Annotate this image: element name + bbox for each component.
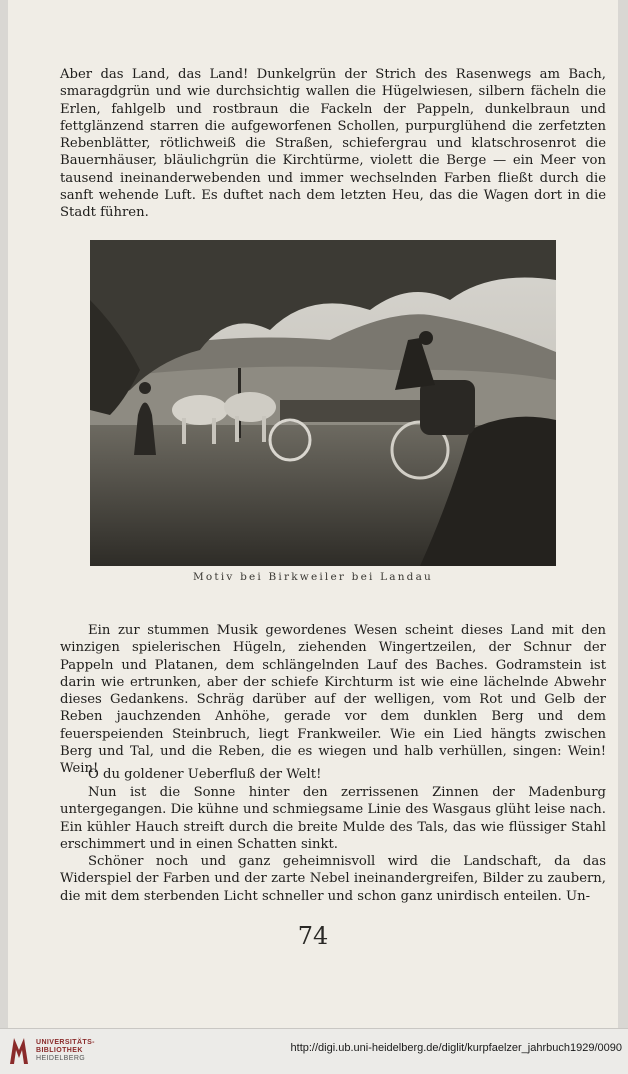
university-library-logo-icon bbox=[8, 1036, 30, 1066]
library-name-line-2: BIBLIOTHEK bbox=[36, 1047, 83, 1054]
paragraph-2: Ein zur stummen Musik gewordenes Wesen scheint dieses Land mit den winzigen spielerischen Hügeln, ziehenden Wingertzeilen, der Schnur der Pappeln und Platanen, dem schlängelnden Lauf des Baches. Godramstein ist darin wie ertrunken, aber der schiefe Kirchturm ist wie eine lächelnde Abwehr dieses Gedankens. Schräg darüber auf der welligen, vom Rot und Gelb der Reben jauchzenden Anhöhe, gerade vor dem dunklen Berg und dem feuerspeienden Steinbruch, liegt Frankweiler. Wie ein Lied hängts zwischen Berg und Tal, und die Reben, die es wiegen und halb verhüllen, singen: Wein! Wein! bbox=[60, 623, 606, 777]
library-name-line-3: HEIDELBERG bbox=[36, 1055, 86, 1062]
paragraph-4: Nun ist die Sonne hinter den zerrissenen Zinnen der Madenburg untergegangen. Die kühne und schmiegsame Linie des Wasgaus glüht leise nach. Ein kühler Hauch streift durch die breite Mulde des Tals, das wie flüssiger Stahl erschimmert und in einen Schatten sinkt. bbox=[60, 785, 606, 852]
library-name-line-1: UNIVERSITÄTS- bbox=[36, 1039, 95, 1046]
book-page bbox=[8, 0, 618, 1028]
paragraph-1: Aber das Land, das Land! Dunkelgrün der Strich des Rasenwegs am Bach, smaragdgrün und wie durchsichtig wallen die Hügelwiesen, silbern fächeln die Erlen, fahlgelb und rostbraun die Fackeln der Pappeln, dunkelbraun und fettglänzend starren die aufgeworfenen Schollen, purpurglühend die zerfetzten Rebenblätter, rötlichweiß die Straßen, schiefergrau und klatschrosenrot die Bauernhäuser, bläulichgrün die Kirchtürme, violett die Berge — ein Meer von tausend ineinanderwebenden und immer wechselnden Farben fließt durch die sanft wehende Luft. Es duftet nach dem letzten Heu, das die Wagen dort in die Stadt führen. bbox=[60, 67, 606, 221]
photo-image bbox=[90, 240, 556, 566]
paragraph-3: O du goldener Ueberfluß der Welt! bbox=[88, 767, 322, 782]
library-name bbox=[36, 1039, 95, 1063]
photo-caption: Motiv bei Birkweiler bei Landau bbox=[192, 571, 434, 583]
source-url-link[interactable]: http://digi.ub.uni-heidelberg.de/diglit/kurpfaelzer_jahrbuch1929/0090 bbox=[290, 1042, 622, 1054]
footer-bar bbox=[0, 1028, 628, 1074]
photo-landscape-ox-cart bbox=[90, 240, 556, 566]
paragraph-5: Schöner noch und ganz geheimnisvoll wird die Landschaft, da das Widerspiel der Farben und der zarte Nebel ineinandergreifen, Bilder zu zaubern, die mit dem sterbenden Licht schneller und schon ganz unirdisch enteilen. Un- bbox=[60, 854, 606, 904]
page-number: 74 bbox=[297, 922, 329, 950]
